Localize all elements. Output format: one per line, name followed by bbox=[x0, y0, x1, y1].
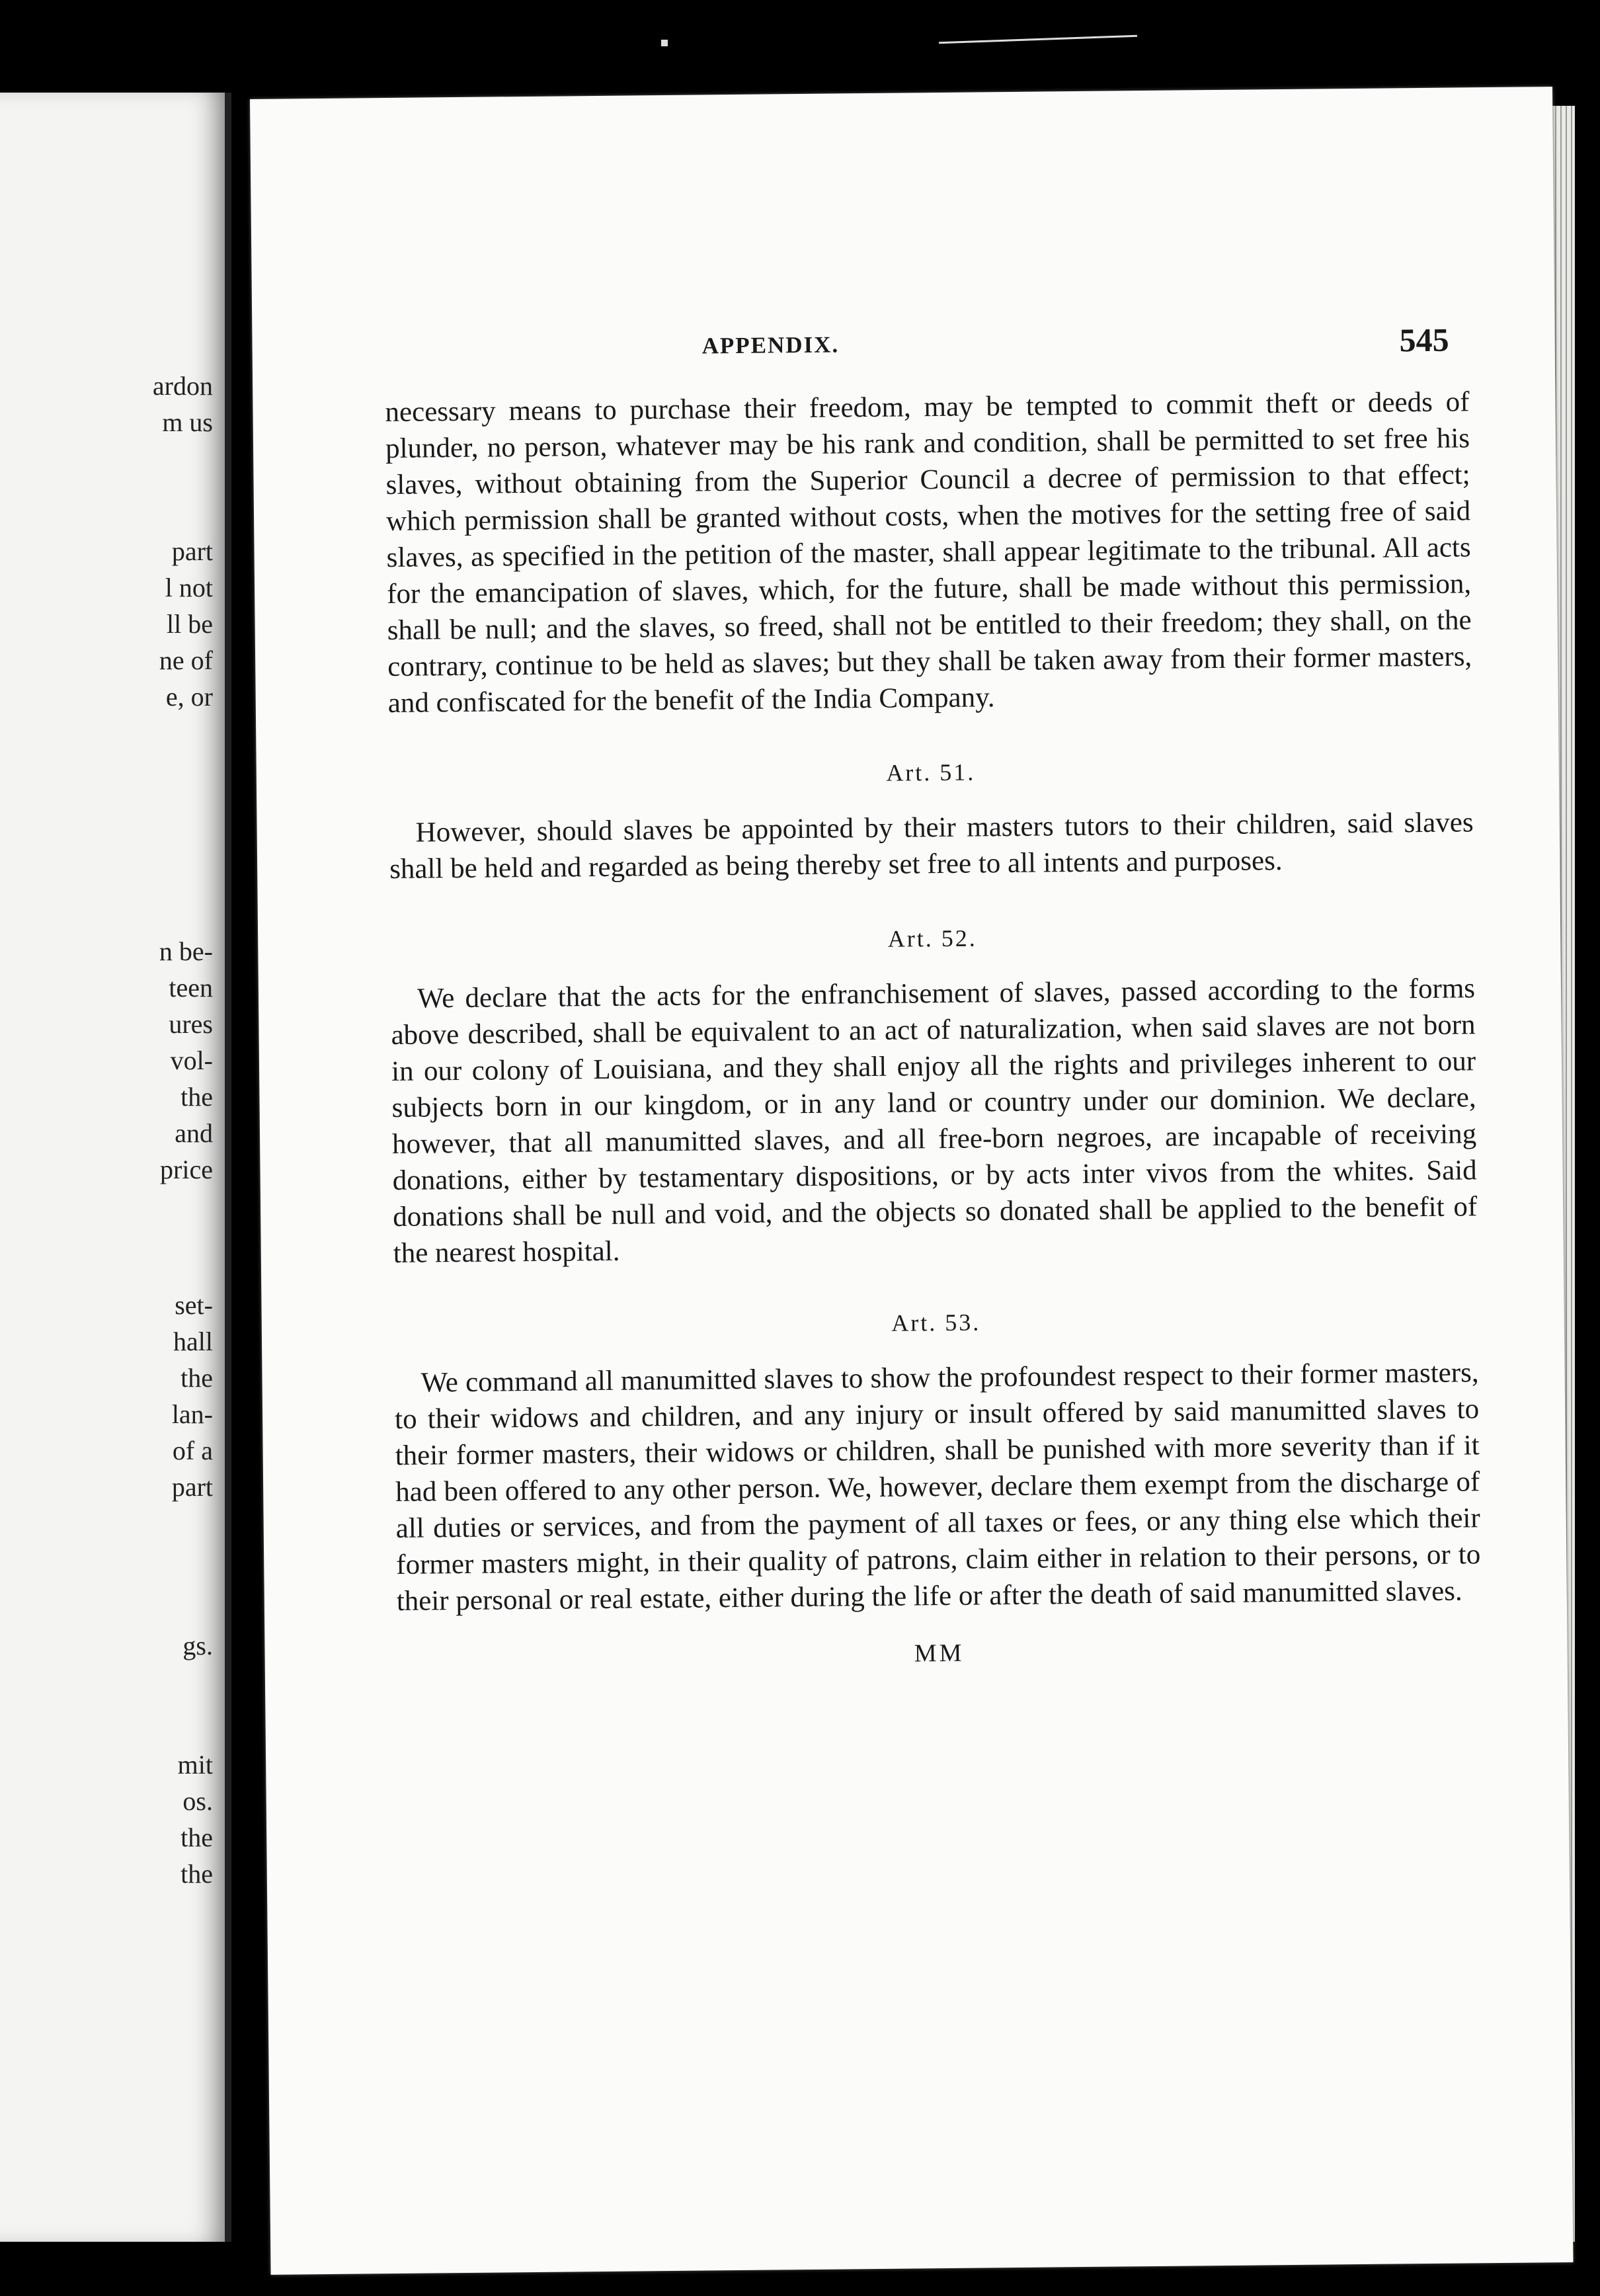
left-page-fragment: n be- bbox=[159, 936, 213, 966]
running-head bbox=[364, 321, 1462, 382]
book-page bbox=[250, 87, 1573, 2275]
left-page-fragment: ures bbox=[169, 1009, 213, 1039]
left-page-fragment: the bbox=[180, 1082, 213, 1112]
left-page-fragment: teen bbox=[169, 973, 213, 1003]
left-page-fragment: of a bbox=[172, 1436, 213, 1465]
left-page-fragment: os. bbox=[182, 1786, 213, 1816]
left-page-fragment: e, or bbox=[165, 682, 213, 712]
left-page-fragment: gs. bbox=[182, 1631, 213, 1660]
article-text: We declare that the acts for the enfranchisement of slaves, passed according to the forms above described, shall be equivalent to an act of naturalization, when said slaves are not born in our colony of Louisiana, and they shall enjoy all the rights and privileges inherent to our subjects born in our kingdom, or in any land or country under our dominion. We declare, however, that all manumitted slaves, and all free-born negroes, are incapable of receiving donations, either by testamentary dispositions, or by acts inter vivos from the whites. Said donations shall be null and void, and the objects so donated shall be applied to the benefit of the nearest hospital. bbox=[391, 973, 1478, 1269]
article-51 bbox=[389, 749, 1474, 887]
left-page-fragment: m us bbox=[162, 407, 213, 437]
left-page-fragment: lan- bbox=[171, 1399, 213, 1429]
left-page-fragment: ardon bbox=[152, 371, 213, 401]
article-heading: Art. 53. bbox=[891, 1309, 981, 1336]
left-page-fragment: the bbox=[180, 1859, 213, 1889]
continued-paragraph: necessary means to purchase their freedom, may be tempted to commit theft or deeds of plunder, no person, whatever may be his rank and condition, shall be permitted to set free his slaves, without obtaining from the Superior Council a decree of permission to that effect; which permission shall be granted without costs, when the motives for the setting free of said slaves, as specified in the petition of the master, shall appear legitimate to the tribunal. All acts for the emancipation of slaves, which, for the future, shall be made without this permission, shall be null; and the slaves, so freed, shall not be entitled to their freedom; they shall, on the contrary, continue to be held as slaves; but they shall be taken away from their former masters, and confiscated for the benefit of the India Company. bbox=[385, 386, 1472, 719]
article-text: However, should slaves be appointed by their masters tutors to their children, said slaves shall be held and regarded as being thereby set free to all intents and purposes. bbox=[389, 807, 1474, 885]
page-body bbox=[385, 384, 1482, 1677]
left-page-fragment: vol- bbox=[170, 1046, 213, 1075]
left-page-fragment: set- bbox=[175, 1290, 213, 1320]
article-heading: Art. 52. bbox=[887, 924, 977, 952]
left-page-fragment: ll be bbox=[167, 609, 213, 639]
left-page-fragment: mit bbox=[177, 1750, 213, 1780]
article-text: We command all manumitted slaves to show the profoundest respect to their former masters, to their widows and children, and any injury or insult offered by said manumitted slaves to their former masters, their widows or children, shall be punished with more severity than if it had been offered to any other person. We, however, declare them exempt from the discharge of all duties or services, and from the payment of all taxes or fees, or any thing else which their former masters might, in their quality of patrons, claim either in relation to their persons, or to their personal or real estate, either during the life or after the death of said manumitted slaves. bbox=[394, 1357, 1481, 1617]
page-number: 545 bbox=[1399, 321, 1449, 359]
scan-scratch bbox=[939, 35, 1137, 44]
article-53 bbox=[394, 1299, 1481, 1620]
left-page-fragment: the bbox=[180, 1363, 213, 1393]
left-page-fragment: ne of bbox=[159, 645, 213, 675]
left-page-fragment: part bbox=[171, 536, 213, 566]
left-page-fragment: l not bbox=[165, 573, 213, 602]
scan-speck bbox=[661, 40, 668, 46]
article-heading: Art. 51. bbox=[886, 758, 976, 786]
left-page-fragment: hall bbox=[173, 1327, 213, 1356]
left-page-fragment: part bbox=[171, 1472, 213, 1502]
left-page-fragment: the bbox=[180, 1823, 213, 1852]
signature-mark: MM bbox=[914, 1639, 965, 1668]
running-head-title: APPENDIX. bbox=[701, 331, 840, 359]
article-52 bbox=[390, 915, 1478, 1272]
previous-page-edge bbox=[0, 93, 231, 2242]
left-page-fragment: price bbox=[160, 1155, 213, 1184]
left-page-fragment: and bbox=[175, 1118, 213, 1148]
